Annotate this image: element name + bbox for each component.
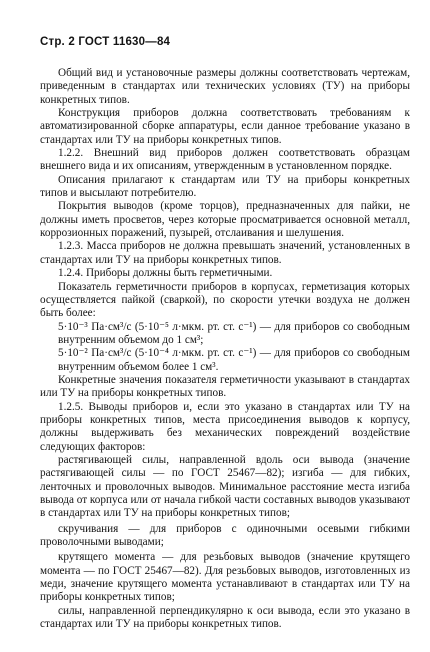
leak-rate-item: 5·10⁻² Па·см³/с (5·10⁻⁴ л·мкм. рт. ст. с⁻¹) — для приборов со свободным внутренним объемом более 1 см³. [58,347,410,373]
paragraph: Конструкция приборов должна соответствовать требованиям к автоматизированной сборке аппаратуры, если данное требование указано в стандартах или ТУ на приборы конкретных типов. [40,107,410,146]
factor-item: растягивающей силы, направленной вдоль оси вывода (значение растягивающей силы — по ГОСТ 25467—82); изгиба — для гибких, ленточных и проволочных выводов. Минимальное расстояние места изгиба вывода от корпуса или от начала гибкой части составных выводов указывают в стандартах или ТУ на приборы конкретных типов; [40,453,410,520]
factor-item: скручивания — для приборов с одиночными осевыми гибкими проволочными выводами; [40,522,410,549]
paragraph: Покрытия выводов (кроме торцов), предназначенных для пайки, не должны иметь просветов, через которые просматривается основной металл, коррозионных поражений, пузырей, отслаивания и шелушения. [40,200,410,240]
paragraph-1-2-3: 1.2.3. Масса приборов не должна превышать значений, установленных в стандартах или ТУ на приборы конкретных типов. [40,240,410,266]
paragraph: Общий вид и установочные размеры должны соответствовать чертежам, приведенным в стандартах или технических условиях (ТУ) на приборы конкретных типов. [40,67,410,106]
paragraph: Конкретные значения показателя герметичности указывают в стандартах или ТУ на приборы конкретных типов. [40,373,410,400]
paragraph: Показатель герметичности приборов в корпусах, герметизация которых осуществляется пайкой (сваркой), по скорости утечки воздуха не должен быть более: [40,280,410,320]
paragraph-1-2-2: 1.2.2. Внешний вид приборов должен соответствовать образцам внешнего вида и их описаниям, утвержденным в установленном порядке. [40,147,410,173]
paragraph-1-2-4: 1.2.4. Приборы должны быть герметичными. [58,267,273,280]
paragraph: Описания прилагают к стандартам или ТУ на приборы конкретных типов и высылают потребителю. [40,173,410,200]
document-body [40,67,410,631]
factor-item: крутящего момента — для резьбовых выводов (значение крутящего момента — по ГОСТ 25467—82). Для резьбовых выводов, изготовленных из меди, значение крутящего момента устанавливают в стандартах или ТУ на приборы конкретных типов; [40,551,410,604]
paragraph-1-2-5: 1.2.5. Выводы приборов и, если это указано в стандартах или ТУ на приборы конкретных типов, места присоединения выводов к корпусу, должны выдерживать без механических повреждений воздействие следующих факторов: [40,400,410,453]
page-header: Стр. 2 ГОСТ 11630—84 [40,36,171,48]
leak-rate-item: 5·10⁻³ Па·см³/с (5·10⁻⁵ л·мкм. рт. ст. с⁻¹) — для приборов со свободным внутренним объемом до 1 см³; [58,320,410,346]
factor-item: силы, направленной перпендикулярно к оси вывода, если это указано в стандартах или ТУ на приборы конкретных типов. [40,604,410,631]
